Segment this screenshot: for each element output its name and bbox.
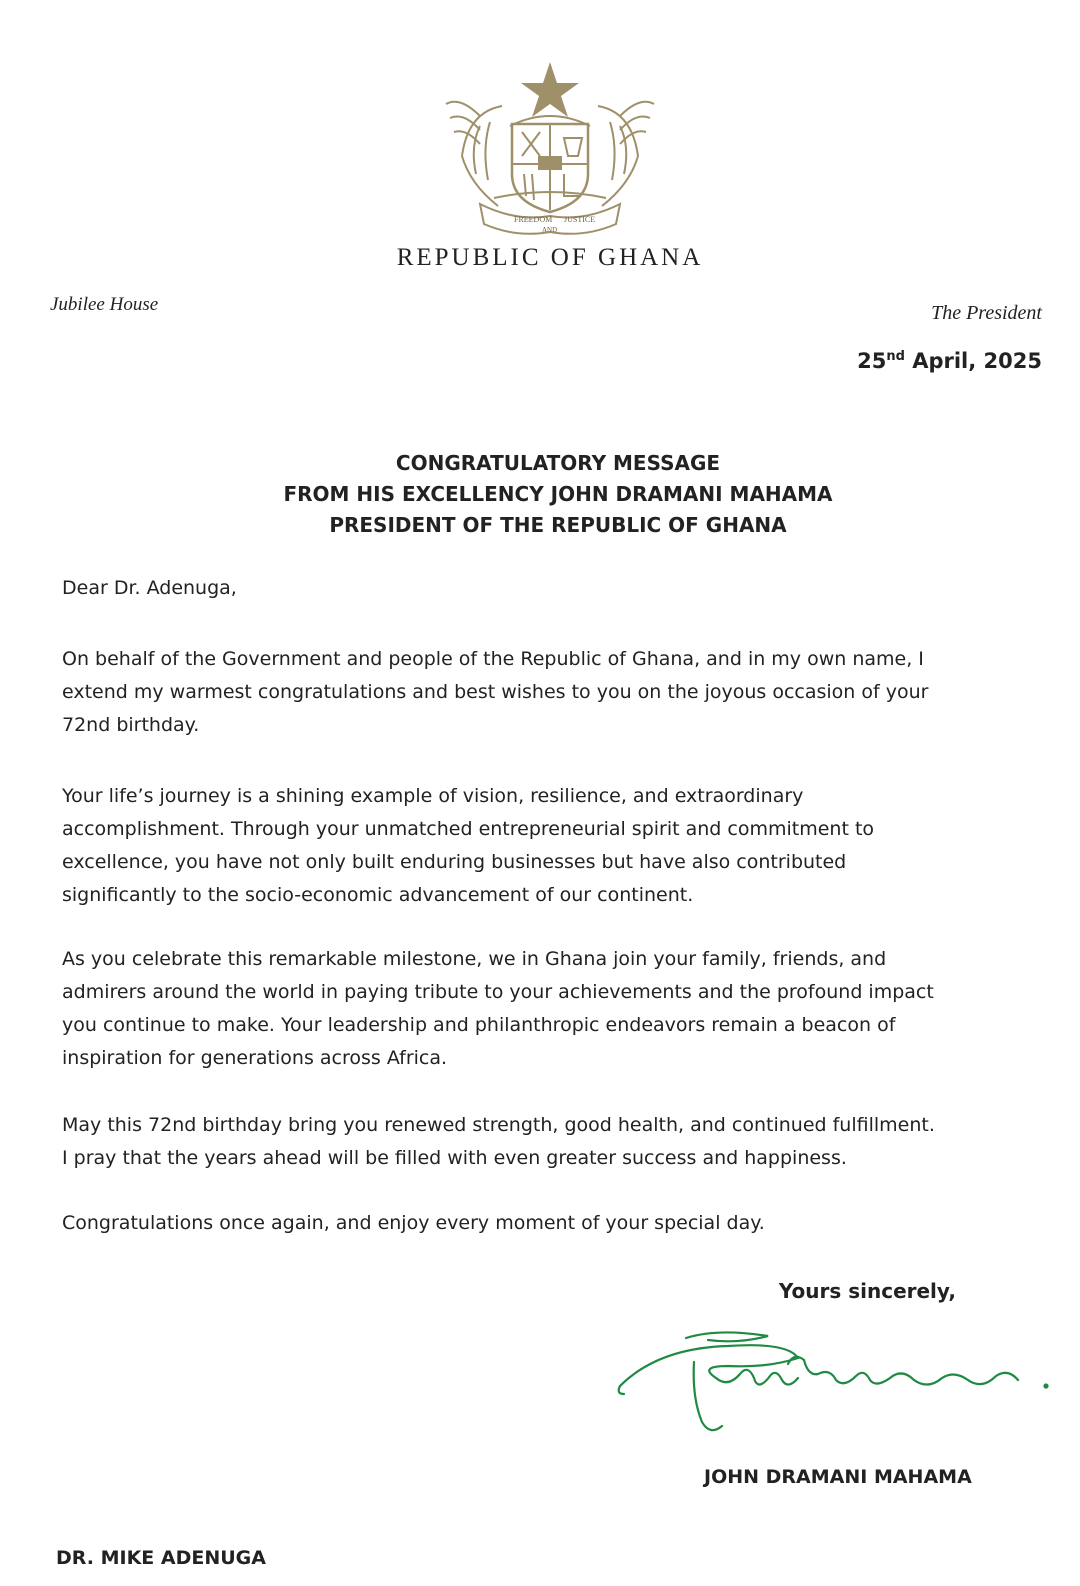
signer-name: JOHN DRAMANI MAHAMA — [704, 1466, 972, 1488]
paragraph-line: admirers around the world in paying tribute to your achievements and the profound impact — [62, 981, 934, 1003]
crest-motto-center: AND — [542, 226, 558, 234]
paragraph-line: extend my warmest congratulations and best wishes to you on the joyous occasion of your — [62, 681, 929, 703]
recipient-name: DR. MIKE ADENUGA — [56, 1547, 266, 1569]
paragraph-4 — [62, 1109, 1052, 1175]
letter-date — [857, 349, 1042, 373]
paragraph-line: Your life’s journey is a shining example of vision, resilience, and extraordinary — [62, 785, 804, 807]
crest-motto-left: FREEDOM — [514, 215, 553, 224]
heading-line: FROM HIS EXCELLENCY JOHN DRAMANI MAHAMA — [283, 482, 833, 506]
closing: Yours sincerely, — [778, 1279, 956, 1303]
heading-line: CONGRATULATORY MESSAGE — [395, 451, 721, 475]
paragraph-line: excellence, you have not only built enduring businesses but have also contributed — [62, 851, 847, 873]
paragraph-3 — [62, 943, 1052, 1075]
message-heading — [0, 448, 1080, 541]
paragraph-line: Congratulations once again, and enjoy every moment of your special day. — [62, 1212, 765, 1234]
paragraph-2 — [62, 780, 1052, 912]
date-day: 25 — [857, 349, 887, 373]
crest-motto-right: JUSTICE — [564, 215, 596, 224]
country-heading: REPUBLIC OF GHANA — [396, 244, 704, 271]
heading-line: PRESIDENT OF THE REPUBLIC OF GHANA — [329, 513, 787, 537]
paragraph-line: As you celebrate this remarkable milestone, we in Ghana join your family, friends, and — [62, 948, 887, 970]
paragraph-line: 72nd birthday. — [62, 714, 200, 736]
paragraph-line: significantly to the socio-economic advancement of our continent. — [62, 884, 694, 906]
date-suffix: nd — [886, 349, 905, 364]
paragraph-line: On behalf of the Government and people of the Republic of Ghana, and in my own name, I — [62, 648, 924, 670]
paragraph-1 — [62, 643, 1052, 742]
paragraph-line: accomplishment. Through your unmatched entrepreneurial spirit and commitment to — [62, 818, 875, 840]
signature-icon — [598, 1318, 1058, 1448]
paragraph-line: I pray that the years ahead will be filled with even greater success and happiness. — [62, 1147, 847, 1169]
coat-of-arms-icon — [440, 56, 660, 236]
salutation: Dear Dr. Adenuga, — [62, 577, 237, 599]
paragraph-line: you continue to make. Your leadership and philanthropic endeavors remain a beacon of — [62, 1014, 896, 1036]
paragraph-5 — [62, 1207, 1052, 1240]
office-right: The President — [931, 302, 1042, 324]
office-left: Jubilee House — [50, 294, 159, 315]
paragraph-line: inspiration for generations across Africa. — [62, 1047, 448, 1069]
paragraph-line: May this 72nd birthday bring you renewed strength, good health, and continued fulfillment. — [62, 1114, 935, 1136]
date-rest: April, 2025 — [904, 349, 1042, 373]
